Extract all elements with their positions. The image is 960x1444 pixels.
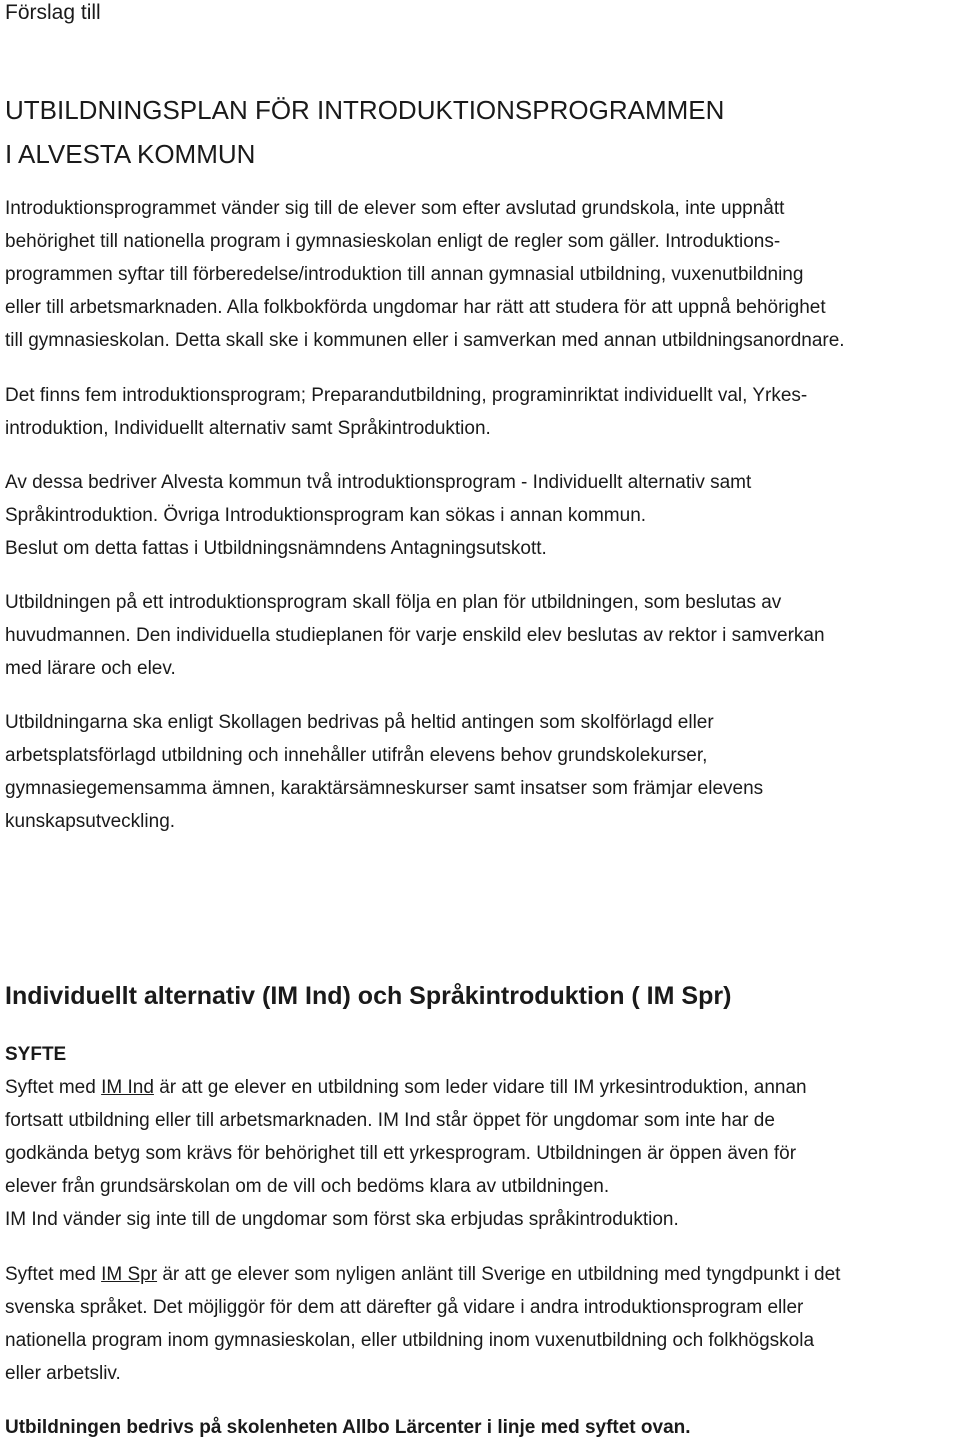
text-line: Introduktionsprogrammet vänder sig till de elever som efter avslutad grundskola, inte uppnått — [5, 198, 785, 219]
section-title: Individuellt alternativ (IM Ind) och Språkintroduktion ( IM Spr) — [5, 982, 732, 1010]
text-line: fortsatt utbildning eller till arbetsmarknaden. IM Ind står öppet för ungdomar som inte har de — [5, 1110, 775, 1131]
text-line: gymnasiegemensamma ämnen, karaktärsämneskurser samt insatser som främjar elevens — [5, 778, 764, 799]
im-spr-underlined-term: IM Spr — [101, 1264, 158, 1285]
syfte-heading: SYFTE — [5, 1044, 67, 1065]
page-title — [5, 88, 724, 176]
text-fragment: Syftet med — [5, 1264, 102, 1285]
text-line: programmen syftar till förberedelse/introduktion till annan gymnasial utbildning, vuxenutbildning — [5, 264, 804, 285]
im-ind-underlined-term: IM Ind — [101, 1077, 154, 1098]
text-line: Beslut om detta fattas i Utbildningsnämndens Antagningsutskott. — [5, 538, 547, 559]
text-line: IM Ind vänder sig inte till de ungdomar som först ska erbjudas språkintroduktion. — [5, 1209, 679, 1230]
text-line: Utbildningen på ett introduktionsprogram skall följa en plan för utbildningen, som beslutas av — [5, 592, 782, 613]
text-line — [5, 1071, 957, 1104]
text-line: Utbildningarna ska enligt Skollagen bedrivas på heltid antingen som skolförlagd eller — [5, 712, 714, 733]
title-line-2: I ALVESTA KOMMUN — [5, 139, 256, 169]
final-statement: Utbildningen bedrivs på skolenheten Allbo Lärcenter i linje med syftet ovan. — [5, 1417, 691, 1438]
text-line: nationella program inom gymnasieskolan, eller utbildning inom vuxenutbildning och folkhögskola — [5, 1330, 815, 1351]
text-line: eller till arbetsmarknaden. Alla folkbokförda ungdomar har rätt att studera för att uppnå behörighet — [5, 297, 826, 318]
text-line: med lärare och elev. — [5, 658, 176, 679]
text-line: till gymnasieskolan. Detta skall ske i kommunen eller i samverkan med annan utbildningsanordnare. — [5, 330, 845, 351]
text-line: Språkintroduktion. Övriga Introduktionsprogram kan sökas i annan kommun. — [5, 505, 647, 526]
text-fragment: är att ge elever en utbildning som leder vidare till IM yrkesintroduktion, annan — [153, 1077, 807, 1098]
title-line-1: UTBILDNINGSPLAN FÖR INTRODUKTIONSPROGRAMMEN — [5, 95, 725, 125]
intro-paragraph-5 — [5, 706, 957, 838]
im-ind-paragraph — [5, 1071, 957, 1236]
im-spr-paragraph — [5, 1258, 957, 1390]
intro-paragraph-1 — [5, 192, 957, 357]
text-line: kunskapsutveckling. — [5, 811, 176, 832]
text-line: svenska språket. Det möjliggör för dem att därefter gå vidare i andra introduktionsprogram eller — [5, 1297, 804, 1318]
intro-paragraph-3 — [5, 466, 957, 565]
text-line: godkända betyg som krävs för behörighet till ett yrkesprogram. Utbildningen är öppen även för — [5, 1143, 797, 1164]
text-line: behörighet till nationella program i gymnasieskolan enligt de regler som gäller. Introduktions- — [5, 231, 781, 252]
text-line: arbetsplatsförlagd utbildning och innehåller utifrån elevens behov grundskolekurser, — [5, 745, 708, 766]
intro-paragraph-4 — [5, 586, 957, 685]
text-line: elever från grundsärskolan om de vill och bedöms klara av utbildningen. — [5, 1176, 610, 1197]
text-fragment: är att ge elever som nyligen anlänt till Sverige en utbildning med tyngdpunkt i det — [157, 1264, 841, 1285]
text-line: introduktion, Individuellt alternativ samt Språkintroduktion. — [5, 418, 491, 439]
text-line: Av dessa bedriver Alvesta kommun två introduktionsprogram - Individuellt alternativ samt — [5, 472, 752, 493]
text-fragment: Syftet med — [5, 1077, 102, 1098]
text-line: Det finns fem introduktionsprogram; Preparandutbildning, programinriktat individuellt val, Yrkes- — [5, 385, 808, 406]
document-label: Förslag till — [5, 1, 101, 24]
text-line: eller arbetsliv. — [5, 1363, 121, 1384]
text-line: huvudmannen. Den individuella studieplanen för varje enskild elev beslutas av rektor i samverkan — [5, 625, 825, 646]
text-line — [5, 1258, 957, 1291]
intro-paragraph-2 — [5, 379, 957, 445]
